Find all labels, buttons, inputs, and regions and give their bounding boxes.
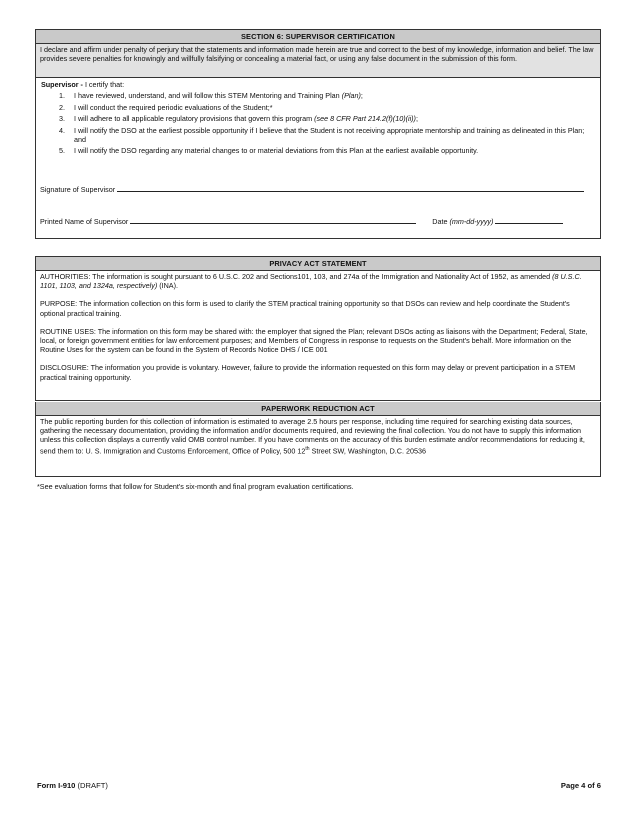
purpose-text: PURPOSE: The information collection on this form is used to clarify the STEM practical training opportunity so that DSOs can review and help coordinate the Student's optional practical training.: [40, 299, 570, 318]
printed-name-field[interactable]: [130, 216, 416, 224]
paperwork-title: PAPERWORK REDUCTION ACT: [36, 402, 600, 416]
privacy-act-section: [35, 256, 601, 401]
signature-field[interactable]: [117, 184, 584, 192]
supervisor-block: [36, 78, 600, 160]
page-number: Page 4 of 6: [560, 781, 601, 790]
list-item: 5. I will notify the DSO regarding any material changes to or material deviations from this Plan at the earliest available opportunity.: [59, 146, 479, 156]
list-item: 2. I will conduct the required periodic evaluations of the Student;*: [59, 102, 273, 112]
paperwork-text: The public reporting burden for this collection of information is estimated to average 2.5 hours per response, including time required for searching existing data sources, gathering the necessary documentation, providing the information and/or documents required, and reviewing the final collection. You do not have to supply this information unless this collection displays a currently valid OMB control number. If you have comments on the accuracy of this burden estimate and/or recommendations for reducing it, send them to: U. S. Immigration and Customs Enforcement, Office of Policy, 500 12th Street SW, Washington, D.C. 20536: [40, 417, 585, 455]
printed-name-row: [40, 216, 563, 226]
date-field[interactable]: [495, 216, 563, 224]
certification-list: [40, 91, 596, 155]
privacy-title: PRIVACY ACT STATEMENT: [36, 257, 600, 271]
supervisor-certify: I certify that:: [84, 80, 125, 89]
routine-uses-text: ROUTINE USES: The information on this form may be shared with: the employer that signed the Plan; relevant DSOs acting as liaisons with the Department; Federal, State, local, or foreign government entities for law enforcement purposes; and Members of Congress in response to requests on the Student's behalf. More information on the Routine Uses for the system can be found in the System of Records Notice DHS / ICE 001: [40, 326, 588, 355]
authorities-text: AUTHORITIES: The information is sought pursuant to 6 U.S.C. 202 and Sections101, 103, and 274a of the Immigration and Nationality Act of 1952, as amended (8 U.S.C. 1101, 1103, and 1324a, respectively) (INA).: [40, 272, 582, 291]
disclosure-text: DISCLOSURE: The information you provide is voluntary. However, failure to provide the information requested on this form may delay or prevent participation in a STEM practical training opportunity.: [40, 363, 576, 382]
list-item: 3. I will adhere to all applicable regulatory provisions that govern this program (see 8 CFR Part 214.2(f)(10)(ii));: [59, 114, 418, 124]
supervisor-label: Supervisor -: [41, 80, 85, 89]
date-label: Date: [432, 217, 450, 226]
footnote: *See evaluation forms that follow for Student's six-month and final program evaluation certifications.: [37, 482, 354, 491]
printed-name-label: Printed Name of Supervisor: [40, 217, 129, 226]
date-format: (mm-dd-yyyy): [449, 217, 494, 226]
list-item: 4. I will notify the DSO at the earliest possible opportunity if I believe that the Student is not receiving appropriate mentorship and training as delineated in this Plan; and: [59, 125, 585, 144]
paperwork-reduction-section: [35, 402, 601, 477]
section6-intro: I declare and affirm under penalty of perjury that the statements and information made herein are true and correct to the best of my knowledge, information and belief. The law provides severe penalties for knowingly and willfully falsifying or concealing a material fact, or using any false document in the submission of this form.: [36, 44, 600, 78]
list-item: 1. I have reviewed, understand, and will follow this STEM Mentoring and Training Plan (Plan);: [59, 91, 363, 101]
signature-row: [40, 184, 584, 194]
section6-title: SECTION 6: SUPERVISOR CERTIFICATION: [36, 30, 600, 44]
form-id: Form I-910 (DRAFT): [37, 781, 108, 790]
signature-label: Signature of Supervisor: [40, 185, 116, 194]
supervisor-certification-section: [35, 29, 601, 239]
